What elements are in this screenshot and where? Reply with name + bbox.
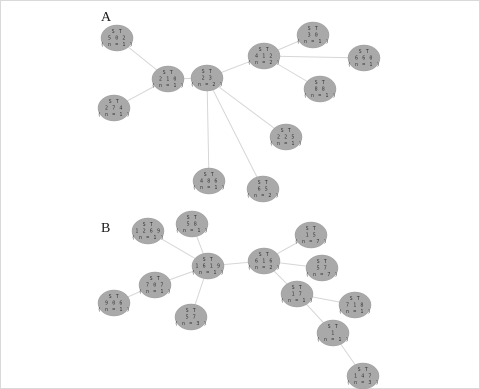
- node-label-line: 1 4 7: [353, 373, 373, 380]
- panel-b-label: B: [101, 221, 111, 236]
- node-label-line: ( n = 1 ): [97, 307, 131, 313]
- node-label-line: S T: [186, 215, 198, 221]
- node-a23: [191, 65, 224, 91]
- node-b1: [317, 320, 350, 346]
- node-label-line: ( n = 1 ): [191, 270, 225, 276]
- node-label-line: ( n = 2 ): [247, 265, 281, 271]
- node-b707: [139, 272, 172, 298]
- node-label-line: ( n = 1 ): [97, 112, 131, 118]
- nodes-layer: [98, 22, 381, 389]
- node-label-line: 2 3: [201, 75, 213, 82]
- node-label-line: ( n = 7 ): [305, 272, 339, 278]
- node-label-line: 5 0 2: [107, 35, 127, 42]
- node-label-line: 1 6 1 9: [195, 263, 221, 270]
- node-label-line: 2 2 5: [276, 134, 296, 141]
- node-label-line: S T: [258, 47, 270, 53]
- panel-a-label: A: [101, 10, 112, 25]
- node-label-line: 7 1 8: [345, 302, 365, 309]
- node-label-line: S T: [280, 128, 292, 134]
- node-label-line: ( n = 1 ): [192, 185, 226, 191]
- node-label-line: S T: [111, 29, 123, 35]
- node-label-line: S T: [307, 26, 319, 32]
- node-label-line: 6 1 6: [254, 258, 274, 265]
- node-label-line: S T: [357, 367, 369, 373]
- node-label-line: S T: [314, 80, 326, 86]
- node-a274: [98, 95, 131, 121]
- node-b718: [339, 292, 372, 318]
- node-a660: [348, 45, 381, 71]
- node-label-line: 6 6 0: [354, 55, 374, 62]
- node-b1269: [132, 218, 165, 244]
- node-label-line: ( n = 1 ): [100, 42, 134, 48]
- node-label-line: 2 1 0: [158, 76, 178, 83]
- node-label-line: ( n = 1 ): [131, 235, 165, 241]
- node-label-line: 5 7: [316, 265, 328, 272]
- node-b906: [98, 290, 131, 316]
- node-label-line: S T: [162, 70, 174, 76]
- node-label-line: ( n = 1 ): [338, 309, 372, 315]
- node-label-line: S T: [203, 172, 215, 178]
- node-label-line: ( n = 1 ): [269, 141, 303, 147]
- node-label-line: ( n = 3 ): [174, 321, 208, 327]
- node-a210: [152, 66, 185, 92]
- node-a486: [193, 168, 226, 194]
- node-a88: [304, 76, 337, 102]
- node-label-line: S T: [258, 252, 270, 258]
- node-label-line: ( n = 1 ): [347, 62, 381, 68]
- node-label-line: S T: [257, 180, 269, 186]
- node-label-line: ( n = 2 ): [246, 193, 280, 199]
- node-a412: [248, 43, 281, 69]
- node-label-line: 4 1 2: [254, 53, 274, 60]
- node-b17: [281, 281, 314, 307]
- node-label-line: S T: [327, 324, 339, 330]
- node-label-line: 4 8 6: [199, 178, 219, 185]
- node-b1619: [192, 253, 225, 279]
- node-label-line: ( n = 2 ): [190, 82, 224, 88]
- node-label-line: S T: [149, 276, 161, 282]
- node-label-line: S T: [316, 259, 328, 265]
- node-b147: [347, 363, 380, 389]
- node-label-line: 2 7 4: [104, 105, 124, 112]
- node-label-line: 9 0 6: [104, 300, 124, 307]
- node-label-line: 1 5: [305, 232, 317, 239]
- node-b57: [175, 304, 208, 330]
- node-label-line: 5 7: [185, 314, 197, 321]
- node-label-line: S T: [349, 296, 361, 302]
- node-label-line: S T: [305, 226, 317, 232]
- node-label-line: 3 0: [307, 32, 319, 39]
- node-b58: [176, 211, 209, 237]
- node-label-line: S T: [185, 308, 197, 314]
- node-label-line: ( n = 1 ): [175, 228, 209, 234]
- node-label-line: S T: [358, 49, 370, 55]
- node-label-line: 7 0 7: [145, 282, 165, 289]
- node-label-line: ( n = 2 ): [247, 60, 281, 66]
- node-label-line: 1 7: [291, 291, 303, 298]
- node-label-line: 1 2 6 9: [135, 228, 161, 235]
- node-label-line: 1: [331, 330, 335, 337]
- edge-a23-a486: [207, 78, 209, 181]
- node-a225: [270, 124, 303, 150]
- node-label-line: S T: [291, 285, 303, 291]
- node-a65: [247, 176, 280, 202]
- node-label-line: ( n = 7 ): [294, 239, 328, 245]
- node-a502: [101, 25, 134, 51]
- node-label-line: ( n = 1 ): [303, 93, 337, 99]
- node-b15: [295, 222, 328, 248]
- node-label-line: ( n = 1 ): [138, 289, 172, 295]
- node-label-line: 5 8: [186, 221, 198, 228]
- node-label-line: ( n = 1 ): [316, 337, 350, 343]
- node-a30: [297, 22, 330, 48]
- node-label-line: ( n = 1 ): [280, 298, 314, 304]
- node-label-line: S T: [202, 257, 214, 263]
- node-label-line: ( n = 1 ): [296, 39, 330, 45]
- node-label-line: ( n = 3 ): [346, 380, 380, 386]
- node-b57r: [306, 255, 339, 281]
- node-b616: [248, 248, 281, 274]
- node-label-line: 8 8: [314, 86, 326, 93]
- node-label-line: S T: [201, 69, 213, 75]
- node-label-line: ( n = 1 ): [151, 83, 185, 89]
- node-label-line: S T: [142, 222, 154, 228]
- node-label-line: S T: [108, 294, 120, 300]
- node-label-line: 6 5: [257, 186, 269, 193]
- node-label-line: S T: [108, 99, 120, 105]
